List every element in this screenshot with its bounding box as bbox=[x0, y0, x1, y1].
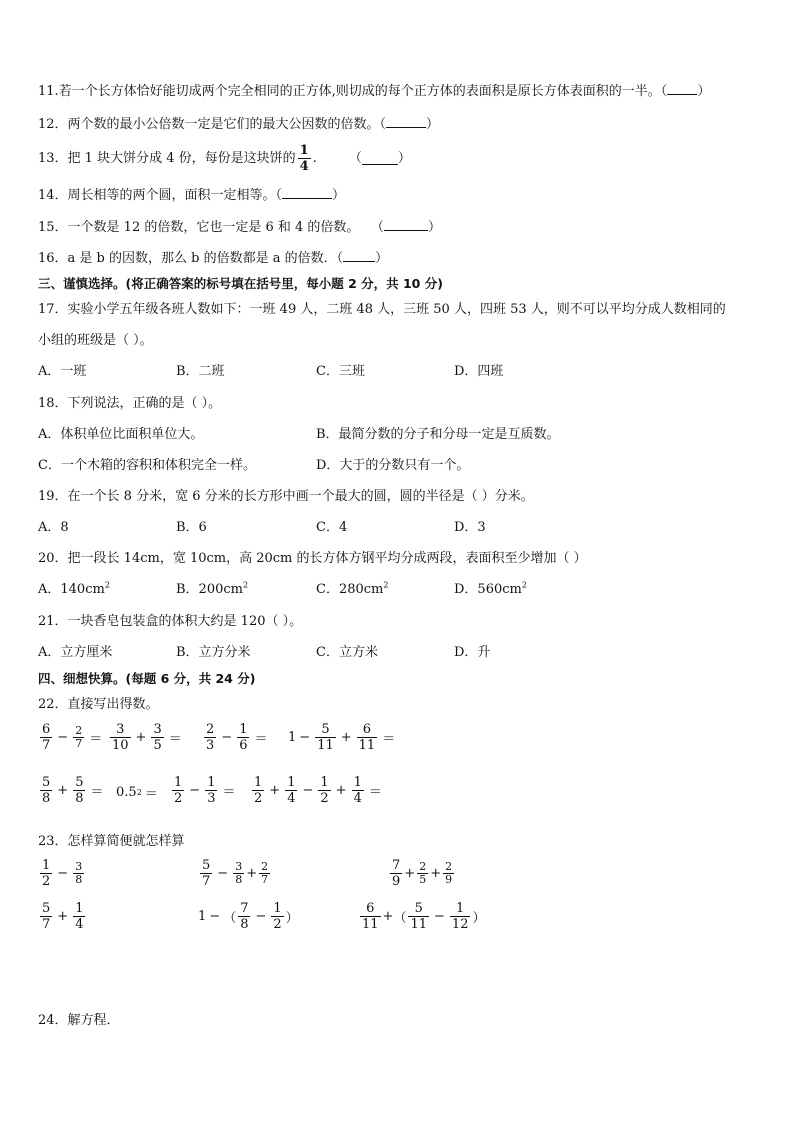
paren-open: （ bbox=[377, 220, 384, 235]
paren-close: ） bbox=[397, 150, 411, 166]
paren-close: ） bbox=[332, 188, 346, 203]
question-12-text: 12．两个数的最小公倍数一定是它们的最大公因数的倍数。（ bbox=[38, 117, 387, 132]
question-24: 24．解方程． bbox=[38, 1013, 120, 1028]
paren-close: ） bbox=[427, 220, 441, 235]
answer-blank[interactable] bbox=[282, 186, 332, 199]
option-a[interactable]: A．体积单位比面积单位大。 bbox=[38, 427, 204, 442]
question-14-text: 14．周长相等的两个圆，面积一定相等。（ bbox=[38, 188, 283, 203]
paren-close: ） bbox=[426, 117, 440, 132]
expression: $\frac{7}{9}$ + $\frac{2}{5}$ + $\frac{2}{9}$ bbox=[392, 858, 453, 889]
expression: $\frac{3}{10}$ + $\frac{3}{5}$ ＝ bbox=[112, 722, 182, 753]
question-11-text: 11.若一个长方体恰好能切成两个完全相同的正方体,则切成的每个正方体的表面积是原长方体表面积的一半。（ bbox=[38, 84, 668, 99]
option-c[interactable]: C．三班 bbox=[316, 364, 365, 379]
option-b[interactable]: B．立方分米 bbox=[176, 645, 251, 660]
option-a[interactable]: A．一班 bbox=[38, 364, 87, 379]
question-11 bbox=[38, 82, 710, 101]
paren-close: ） bbox=[375, 251, 389, 266]
question-13-text: 13．把 1 块大饼分成 4 份，每份是这块饼的 bbox=[38, 150, 296, 166]
question-22: 22．直接写出得数。 bbox=[38, 697, 159, 712]
option-d[interactable]: D．$560cm^2$ bbox=[454, 580, 527, 597]
answer-blank[interactable] bbox=[667, 82, 697, 95]
option-c[interactable]: C．$280cm^2$ bbox=[316, 580, 389, 597]
question-15 bbox=[38, 218, 441, 237]
fraction: $\frac{1}{4}$ bbox=[299, 143, 309, 174]
question-14 bbox=[38, 186, 345, 205]
question-23: 23．怎样算简便就怎样算 bbox=[38, 834, 185, 849]
expression: $\frac{5}{8}$ + $\frac{5}{8}$ ＝ bbox=[42, 775, 104, 806]
answer-blank[interactable] bbox=[384, 218, 428, 231]
question-16-text: 16．a 是 b 的因数，那么 b 的倍数都是 a 的倍数．（ bbox=[38, 251, 344, 266]
option-a[interactable]: A．8 bbox=[38, 520, 69, 535]
option-b[interactable]: B．$200cm^2$ bbox=[176, 580, 249, 597]
question-12 bbox=[38, 115, 439, 134]
option-c[interactable]: C．一个木箱的容积和体积完全一样。 bbox=[38, 458, 256, 473]
answer-blank[interactable] bbox=[386, 115, 426, 128]
option-c[interactable]: C．4 bbox=[316, 520, 348, 535]
option-b[interactable]: B．二班 bbox=[176, 364, 225, 379]
question-17-line-1: 17．实验小学五年级各班人数如下：一班 49 人，二班 48 人，三班 50 人，四班 53 人，则不可以平均分成人数相同的 bbox=[38, 302, 726, 317]
period: . bbox=[312, 150, 317, 166]
question-21: 21．一块香皂包装盒的体积大约是 120（ ）。 bbox=[38, 614, 303, 629]
question-18: 18．下列说法，正确的是（ ）。 bbox=[38, 396, 222, 411]
section-4-heading: 四、细想快算。(每题 6 分，共 24 分) bbox=[38, 671, 256, 686]
expression: $\frac{2}{3}$ − $\frac{1}{6}$ ＝ bbox=[206, 722, 268, 753]
option-a[interactable]: A．$140cm^2$ bbox=[38, 580, 110, 597]
expression: $\frac{5}{7}$ + $\frac{1}{4}$ bbox=[42, 901, 84, 932]
paren-close: ） bbox=[697, 84, 711, 99]
expression: 0.5 2 ＝ bbox=[116, 785, 158, 802]
option-b[interactable]: B．最简分数的分子和分母一定是互质数。 bbox=[316, 427, 560, 442]
expression: $\frac{5}{7}$ − $\frac{3}{8}$ + $\frac{2}{7}$ bbox=[202, 858, 269, 889]
option-b[interactable]: B．6 bbox=[176, 520, 207, 535]
expression: 1 − （ $\frac{7}{8}$ − $\frac{1}{2}$ ） bbox=[198, 901, 299, 932]
question-20: 20．把一段长 14cm，宽 10cm，高 20cm 的长方体方钢平均分成两段，表面积至少增加（ ） bbox=[38, 551, 587, 566]
expression: $\frac{6}{11}$ + （ $\frac{5}{11}$ − $\frac{1}{12}$ ） bbox=[362, 901, 486, 932]
paren-open: （ bbox=[348, 150, 362, 166]
expression: $\frac{1}{2}$ + $\frac{1}{4}$ − $\frac{1}{2}$ + $\frac{1}{4}$ ＝ bbox=[254, 775, 382, 806]
question-16 bbox=[38, 249, 388, 268]
answer-blank[interactable] bbox=[343, 249, 375, 262]
expression: $\frac{1}{2}$ − $\frac{1}{3}$ ＝ bbox=[174, 775, 236, 806]
expression: 1 − $\frac{5}{11}$ + $\frac{6}{11}$ ＝ bbox=[288, 722, 396, 753]
option-c[interactable]: C．立方米 bbox=[316, 645, 378, 660]
option-d[interactable]: D．大于的分数只有一个。 bbox=[316, 458, 470, 473]
answer-blank[interactable] bbox=[362, 152, 398, 165]
option-d[interactable]: D．四班 bbox=[454, 364, 504, 379]
expression: $\frac{1}{2}$ − $\frac{3}{8}$ bbox=[42, 858, 83, 889]
option-d[interactable]: D．升 bbox=[454, 645, 491, 660]
section-3-heading: 三、谨慎选择。(将正确答案的标号填在括号里，每小题 2 分，共 10 分) bbox=[38, 276, 443, 291]
question-19: 19．在一个长 8 分米，宽 6 分米的长方形中画一个最大的圆，圆的半径是（ ）分米。 bbox=[38, 489, 534, 504]
option-d[interactable]: D．3 bbox=[454, 520, 486, 535]
expression: $\frac{6}{7}$ − $\frac{2}{7}$ ＝ bbox=[42, 722, 103, 753]
option-a[interactable]: A．立方厘米 bbox=[38, 645, 113, 660]
question-15-text: 15．一个数是 12 的倍数，它也一定是 6 和 4 的倍数。 bbox=[38, 220, 360, 235]
question-17-line-2: 小组的班级是（ ）。 bbox=[38, 333, 153, 348]
question-13 bbox=[38, 143, 411, 174]
